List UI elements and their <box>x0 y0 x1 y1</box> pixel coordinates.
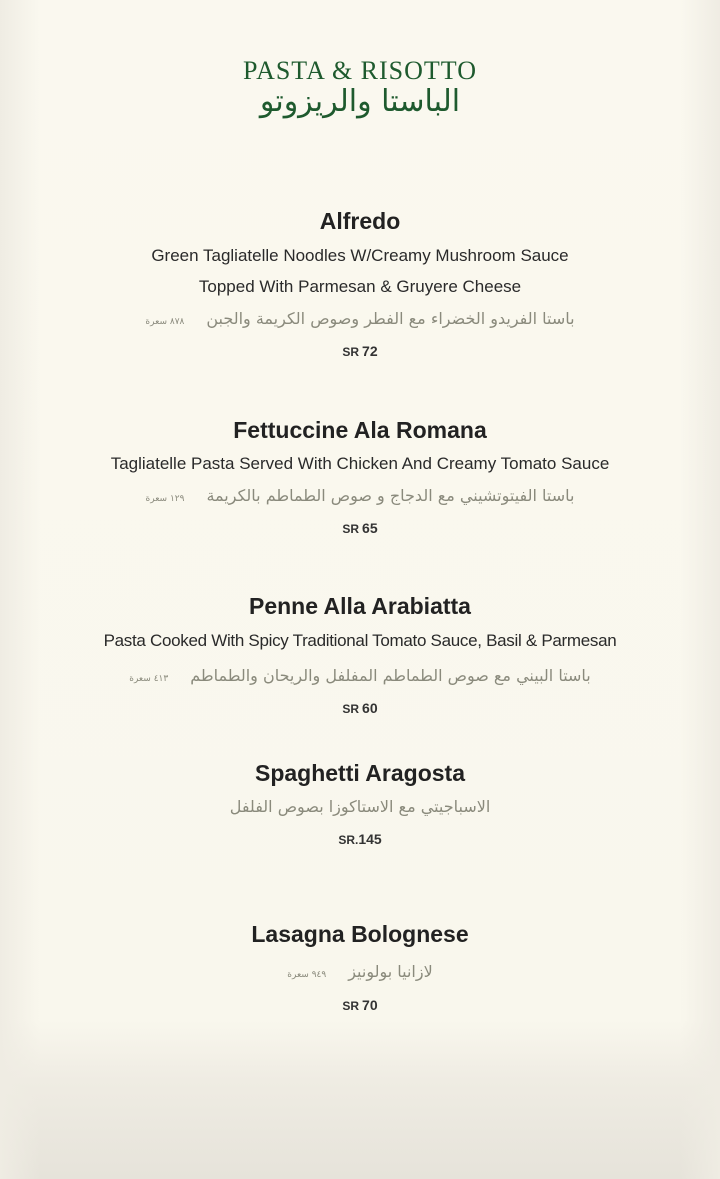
price-value: 72 <box>362 343 378 359</box>
calorie-count: ٨٧٨ سعرة <box>145 317 185 327</box>
item-price <box>0 997 720 1013</box>
item-price <box>0 343 720 359</box>
arabic-desc-text: باستا الفيتوتشيني مع الدجاج و صوص الطماطم بالكريمة <box>206 486 575 505</box>
arabic-desc-text: باستا البيني مع صوص الطماطم المفلفل والريحان والطماطم <box>190 666 591 685</box>
calorie-count: ٤١٣ سعرة <box>129 674 169 684</box>
price-currency: SR <box>342 345 360 359</box>
item-name-alfredo: Alfredo <box>319 208 401 234</box>
item-name-lasagna: Lasagna Bolognese <box>251 921 469 947</box>
item-name-fettuccine: Fettuccine Ala Romana <box>233 417 487 443</box>
section-title-arabic: الباستا والريزوتو <box>259 84 461 119</box>
item-arabic-desc <box>0 962 720 981</box>
price-value: 145 <box>358 831 382 847</box>
arabic-desc-text: الاسباجيتي مع الاستاكوزا بصوص الفلفل <box>229 797 491 816</box>
price-currency: SR <box>342 522 360 536</box>
item-desc-line: Topped With Parmesan & Gruyere Cheese <box>198 277 522 296</box>
price-value: 70 <box>362 997 378 1013</box>
item-arabic-desc <box>0 666 720 685</box>
arabic-desc-text: لازانيا بولونيز <box>348 962 433 981</box>
section-title-english: PASTA & RISOTTO <box>243 56 477 85</box>
price-value: 65 <box>362 520 378 536</box>
item-desc-line: Green Tagliatelle Noodles W/Creamy Mushroom Sauce <box>151 246 569 265</box>
arabic-desc-text: باستا الفريدو الخضراء مع الفطر وصوص الكريمة والجبن <box>206 309 575 328</box>
item-name-spaghetti: Spaghetti Aragosta <box>254 760 465 786</box>
calorie-count: ١٢٩ سعرة <box>145 494 185 504</box>
item-arabic-desc <box>0 309 720 328</box>
item-price <box>0 700 720 716</box>
item-desc-line: Tagliatelle Pasta Served With Chicken And Creamy Tomato Sauce <box>110 454 610 473</box>
price-currency: SR <box>342 999 360 1013</box>
calorie-count: ٩٤٩ سعرة <box>287 970 327 980</box>
price-currency: SR. <box>338 833 359 847</box>
price-value: 60 <box>362 700 378 716</box>
item-arabic-desc <box>0 486 720 505</box>
price-currency: SR <box>342 702 360 716</box>
item-desc-line: Pasta Cooked With Spicy Traditional Tomato Sauce, Basil & Parmesan <box>103 631 617 650</box>
item-name-penne: Penne Alla Arabiatta <box>249 593 471 619</box>
item-price <box>0 520 720 536</box>
item-price <box>0 831 720 847</box>
item-arabic-desc <box>0 797 720 816</box>
